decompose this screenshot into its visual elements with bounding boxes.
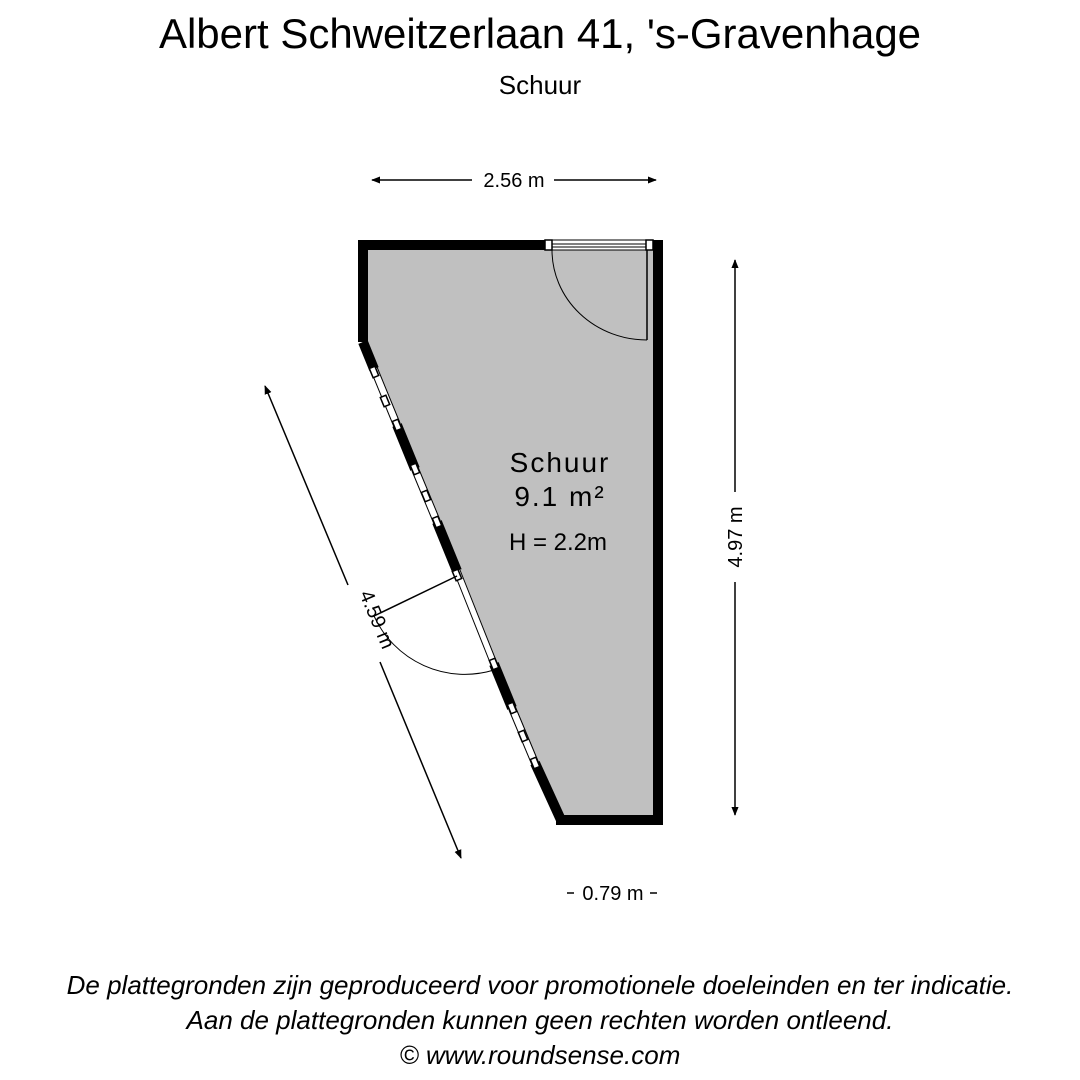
dimension-right [725,260,747,815]
copyright-link[interactable]: © www.roundsense.com [399,1040,681,1070]
room-height: H = 2.2m [508,529,608,556]
disclaimer-line-2: Aan de plattegronden kunnen geen rechten worden ontleend. [186,1005,894,1035]
dimension-right-label: 4.97 m [725,506,747,568]
disclaimer-line-1: De plattegronden zijn geproduceerd voor promotionele doeleinden en ter indicatie. [66,970,1014,1000]
room-name: Schuur [509,447,611,478]
room-area: 9.1 m² [514,481,606,512]
disclaimer [0,968,1080,1073]
page-title: Albert Schweitzerlaan 41, 's-Gravenhage [158,10,922,57]
dimension-top [372,170,656,192]
dimension-bottom-label: 0.79 m [582,883,644,905]
dimension-top-label: 2.56 m [483,170,545,192]
dimension-diagonal-label: 4.59 m [354,587,399,653]
floor-subtitle: Schuur [498,70,582,100]
dimension-bottom [567,883,657,905]
